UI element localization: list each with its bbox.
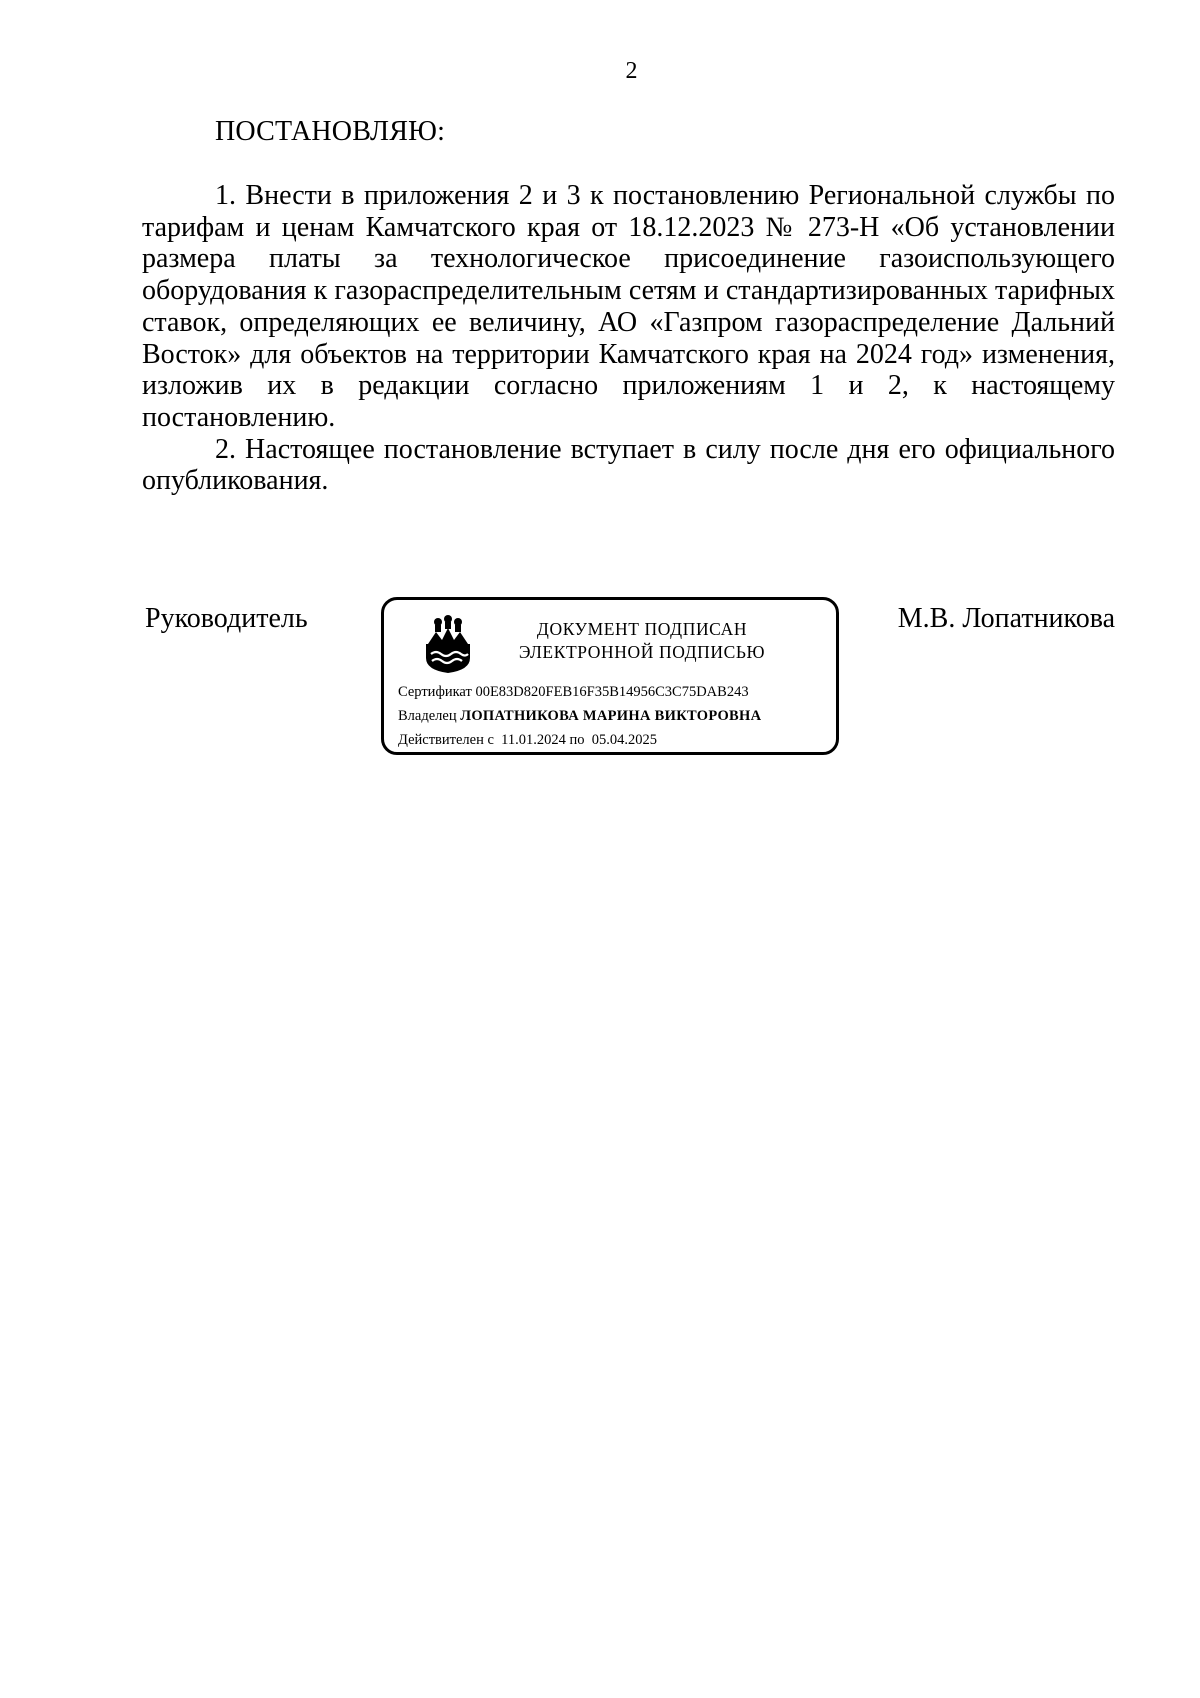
kamchatka-coat-of-arms-icon	[422, 614, 474, 674]
owner-line	[398, 704, 761, 728]
stamp-heading-line2: ЭЛЕКТРОННОЙ ПОДПИСЬЮ	[518, 642, 766, 662]
signer-title: Руководитель	[145, 603, 308, 634]
signer-name: М.В. Лопатникова	[897, 603, 1115, 634]
stamp-heading-line1: ДОКУМЕНТ ПОДПИСАН	[536, 619, 748, 639]
valid-to-label: по	[569, 732, 585, 748]
paragraph-2: 2. Настоящее постановление вступает в силу после дня его официального опубликования.	[142, 433, 1115, 497]
decree-heading: ПОСТАНОВЛЯЮ:	[215, 116, 446, 147]
validity-line	[398, 728, 761, 752]
certificate-line	[398, 680, 761, 704]
page-number: 2	[625, 58, 638, 84]
certificate-value: 00E83D820FEB16F35B14956C3C75DAB243	[475, 684, 749, 700]
valid-from: 11.01.2024	[501, 732, 566, 748]
certificate-label: Сертификат	[398, 684, 472, 700]
paragraph-1: 1. Внести в приложения 2 и 3 к постановлению Региональной службы по тарифам и ценам Камчатского края от 18.12.2023 № 273-Н «Об установлении размера платы за технологическое присоединение газоиспользующего оборудования к газораспределительным сетям и стандартизированных тарифных ставок, определяющих ее величину, АО «Газпром газораспределение Дальний Восток» для объектов на территории Камчатского края на 2024 год» изменения, изложив их в редакции согласно приложениям 1 и 2, к настоящему постановлению.	[142, 180, 1115, 433]
owner-label: Владелец	[398, 708, 457, 724]
stamp-details	[398, 680, 761, 752]
stamp-heading	[484, 618, 800, 664]
owner-value: ЛОПАТНИКОВА МАРИНА ВИКТОРОВНА	[460, 708, 762, 724]
valid-label: Действителен с	[398, 732, 494, 748]
decree-body	[142, 180, 1115, 497]
valid-to: 05.04.2025	[591, 732, 658, 748]
electronic-signature-stamp	[381, 597, 839, 755]
